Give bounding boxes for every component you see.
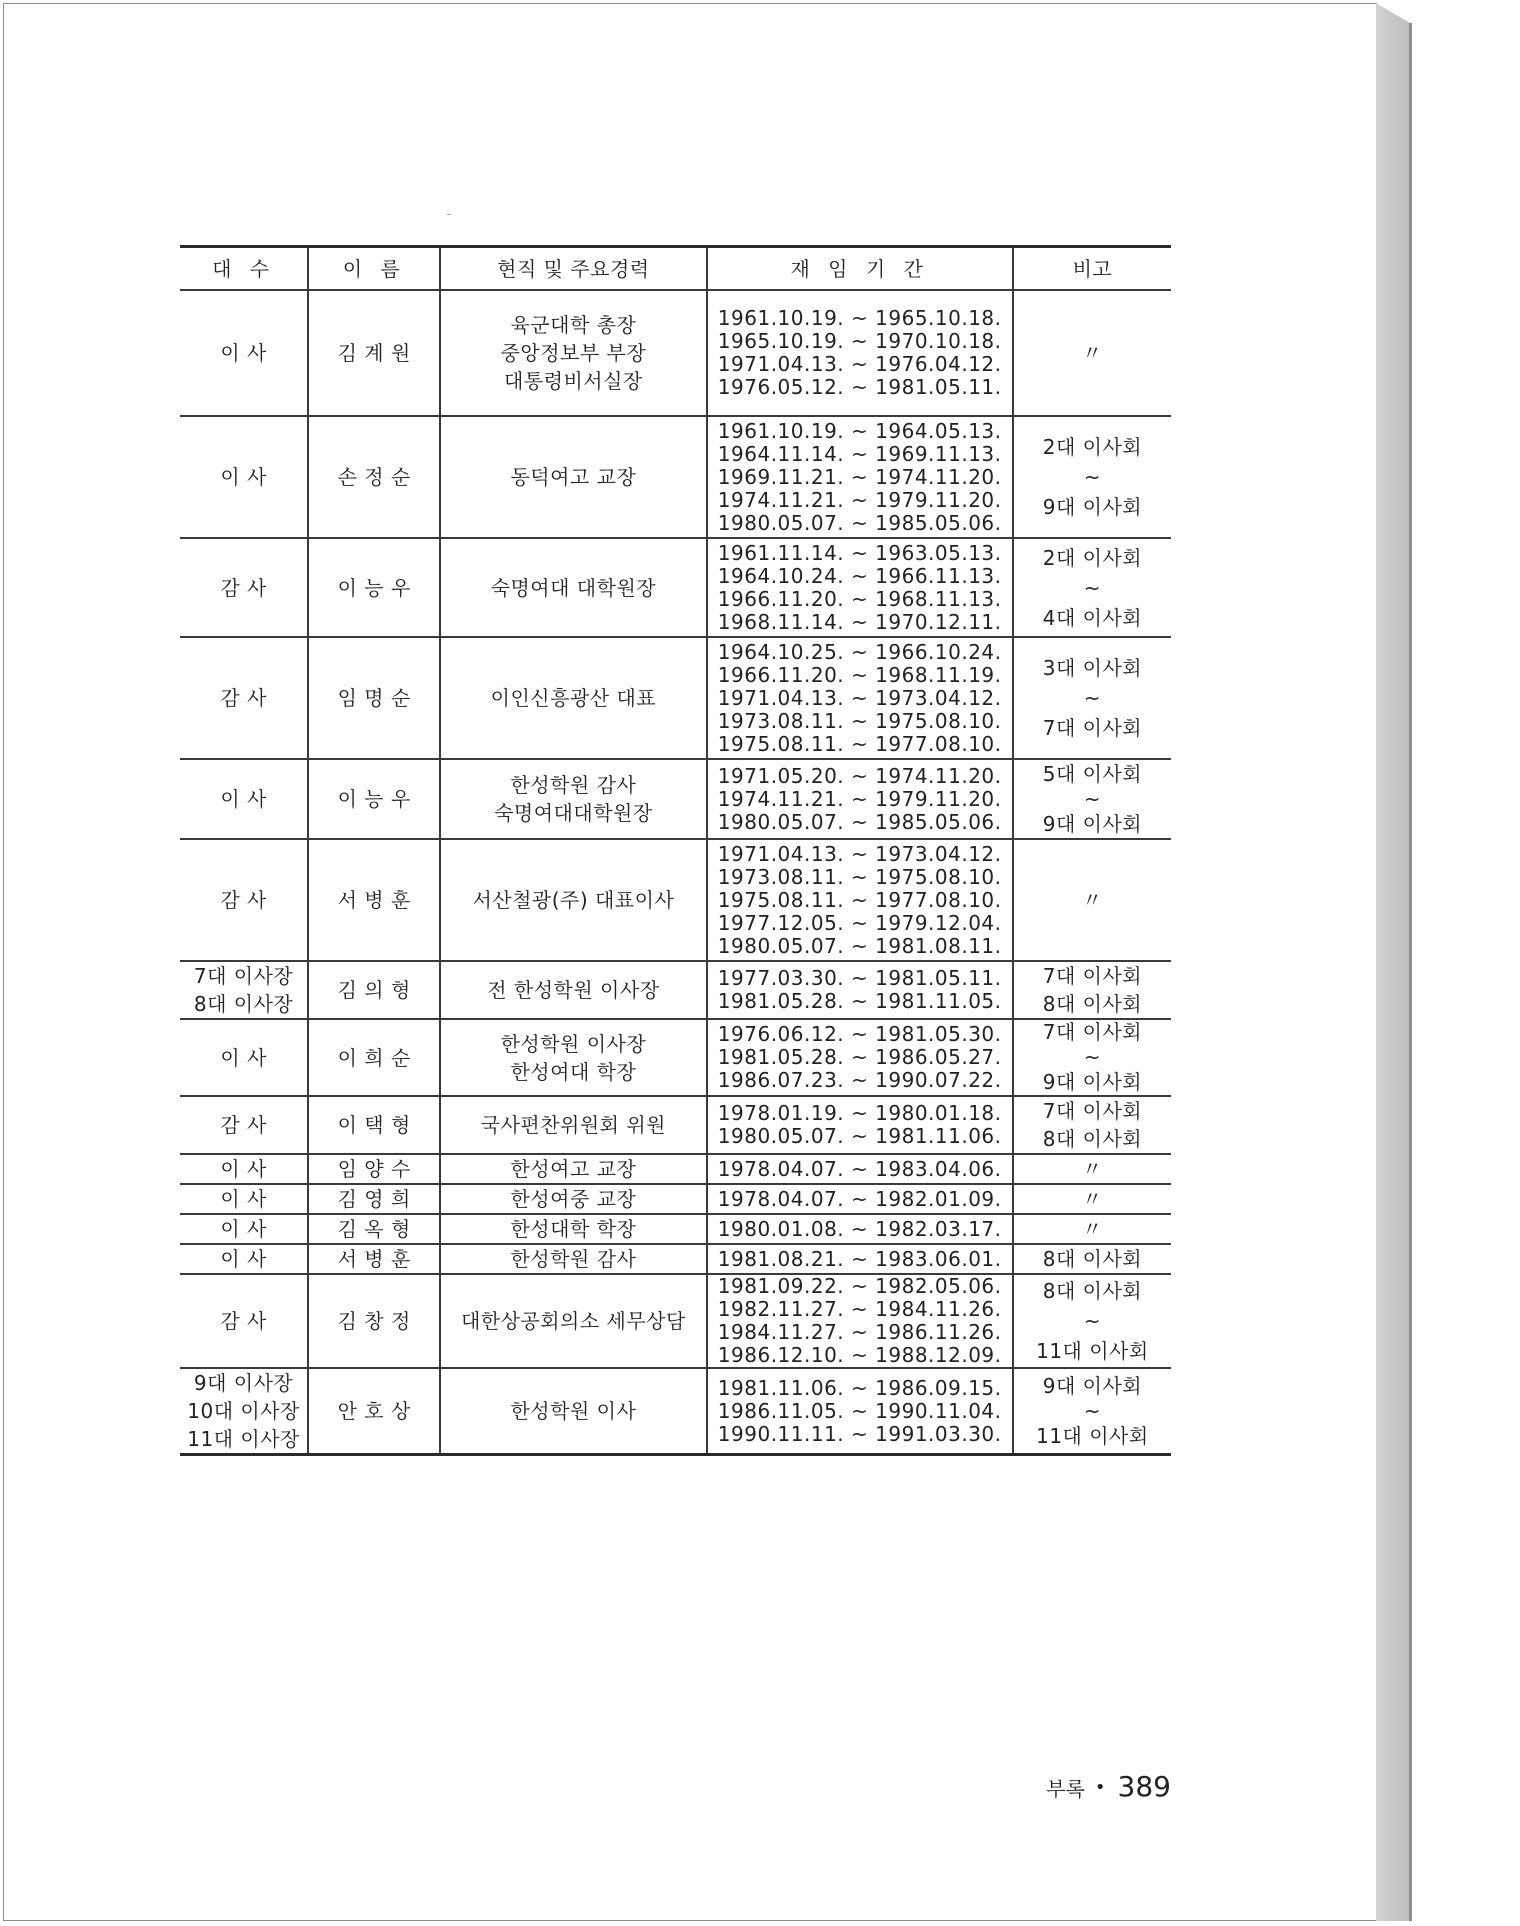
note-text: ~ — [1083, 686, 1102, 710]
name-cell: 이 희 순 — [308, 1019, 440, 1096]
note-text: 8대 이사회 — [1042, 1127, 1143, 1151]
rank-cell — [180, 1368, 308, 1455]
career-line: 한성학원 감사 — [510, 1247, 637, 1271]
note-text: 〃 — [1082, 341, 1103, 365]
note-text: 7대 이사회 — [1042, 1099, 1143, 1123]
rank-text: 이 사 — [220, 341, 267, 365]
rank-cell — [180, 1214, 308, 1244]
table-row — [180, 538, 1171, 637]
header-note: 비고 — [1013, 247, 1171, 291]
term-cell — [707, 1274, 1013, 1368]
note-text: 8대 이사회 — [1042, 992, 1143, 1016]
term-period: 1966.11.20. ~ 1968.11.13. — [717, 586, 1002, 611]
career-line: 동덕여고 교장 — [510, 465, 637, 489]
rank-cell — [180, 416, 308, 538]
rank-text: 10대 이사장 — [187, 1399, 300, 1423]
note-cell — [1013, 1244, 1171, 1274]
rank-text: 8대 이사장 — [193, 992, 294, 1016]
note-text: 11대 이사회 — [1036, 1339, 1149, 1363]
term-period: 1980.05.07. ~ 1981.08.11. — [717, 933, 1002, 958]
term-period: 1965.10.19. ~ 1970.10.18. — [717, 329, 1002, 353]
table-row — [180, 961, 1171, 1019]
term-period: 1971.04.13. ~ 1976.04.12. — [717, 352, 1002, 376]
name-cell: 서 병 훈 — [308, 839, 440, 961]
career-line: 국사편찬위원회 위원 — [480, 1113, 666, 1137]
rank-text: 이 사 — [220, 465, 267, 489]
scan-speck — [447, 214, 451, 215]
career-cell — [440, 1154, 706, 1184]
term-period: 1986.07.23. ~ 1990.07.22. — [717, 1068, 1002, 1092]
career-cell — [440, 839, 706, 961]
page-footer — [1046, 1770, 1171, 1803]
rank-text: 감 사 — [220, 1309, 267, 1333]
term-period: 1981.09.22. ~ 1982.05.06. — [717, 1274, 1002, 1298]
term-period: 1981.05.28. ~ 1986.05.27. — [717, 1045, 1002, 1069]
term-period: 1981.08.21. ~ 1983.06.01. — [717, 1246, 1002, 1271]
name-cell: 김 계 원 — [308, 290, 440, 416]
term-period: 1964.10.24. ~ 1966.11.13. — [717, 563, 1002, 588]
rank-text: 9대 이사장 — [193, 1371, 294, 1395]
name-cell: 안 호 상 — [308, 1368, 440, 1455]
career-line: 숙명여대대학원장 — [494, 801, 653, 825]
name-cell: 김 의 형 — [308, 961, 440, 1019]
career-line: 한성여고 교장 — [510, 1157, 637, 1181]
rank-cell — [180, 637, 308, 759]
career-cell — [440, 961, 706, 1019]
term-cell — [707, 538, 1013, 637]
note-cell — [1013, 1096, 1171, 1154]
note-cell — [1013, 759, 1171, 839]
career-line: 숙명여대 대학원장 — [490, 575, 657, 600]
table-row — [180, 290, 1171, 416]
note-cell — [1013, 290, 1171, 416]
header-rank: 대 수 — [180, 247, 308, 291]
term-period: 1981.05.28. ~ 1981.11.05. — [717, 989, 1002, 1013]
rank-cell — [180, 839, 308, 961]
board-members-table — [180, 245, 1171, 1456]
career-cell — [440, 1184, 706, 1214]
career-line: 한성학원 감사 — [510, 773, 637, 797]
note-text: 8대 이사회 — [1042, 1279, 1143, 1303]
term-period: 1966.11.20. ~ 1968.11.19. — [717, 662, 1002, 687]
career-line: 중앙정보부 부장 — [500, 341, 647, 365]
term-period: 1974.11.21. ~ 1979.11.20. — [717, 487, 1002, 512]
name-cell: 임 양 수 — [308, 1154, 440, 1184]
term-period: 1977.12.05. ~ 1979.12.04. — [717, 910, 1002, 935]
note-text: 11대 이사회 — [1036, 1423, 1149, 1448]
term-period: 1961.10.19. ~ 1964.05.13. — [717, 418, 1002, 443]
term-period: 1980.01.08. ~ 1982.03.17. — [717, 1216, 1002, 1241]
term-period: 1976.05.12. ~ 1981.05.11. — [717, 375, 1002, 399]
career-line: 전 한성학원 이사장 — [487, 978, 660, 1002]
note-cell — [1013, 961, 1171, 1019]
term-cell — [707, 637, 1013, 759]
term-cell — [707, 1154, 1013, 1184]
note-text: 〃 — [1082, 888, 1103, 912]
term-period: 1971.04.13. ~ 1973.04.12. — [717, 841, 1002, 866]
note-cell — [1013, 1184, 1171, 1214]
term-cell — [707, 1368, 1013, 1455]
term-period: 1990.11.11. ~ 1991.03.30. — [717, 1421, 1002, 1446]
career-cell — [440, 1019, 706, 1096]
term-period: 1961.10.19. ~ 1965.10.18. — [717, 306, 1002, 330]
header-term: 재 임 기 간 — [707, 247, 1013, 291]
rank-text: 이 사 — [220, 1217, 267, 1241]
name-cell: 이 능 우 — [308, 538, 440, 637]
note-cell — [1013, 1019, 1171, 1096]
table-row — [180, 1368, 1171, 1455]
term-period: 1974.11.21. ~ 1979.11.20. — [717, 786, 1002, 811]
rank-text: 감 사 — [220, 686, 267, 710]
note-text: ~ — [1083, 1398, 1102, 1423]
rank-cell — [180, 1184, 308, 1214]
career-cell — [440, 538, 706, 637]
header-career: 현직 및 주요경력 — [440, 247, 706, 291]
note-text: 7대 이사회 — [1042, 716, 1143, 740]
note-text: 8대 이사회 — [1042, 1247, 1143, 1271]
name-cell: 서 병 훈 — [308, 1244, 440, 1274]
note-text: ~ — [1083, 1309, 1102, 1333]
note-text: 3대 이사회 — [1042, 656, 1143, 680]
term-period: 1968.11.14. ~ 1970.12.11. — [717, 609, 1002, 634]
career-cell — [440, 1096, 706, 1154]
rank-text: 이 사 — [220, 1187, 267, 1211]
term-period: 1964.10.25. ~ 1966.10.24. — [717, 639, 1002, 664]
note-text: 2대 이사회 — [1042, 545, 1143, 570]
term-period: 1982.11.27. ~ 1984.11.26. — [717, 1297, 1002, 1321]
career-line: 한성여대 학장 — [510, 1059, 637, 1084]
note-text: ~ — [1083, 575, 1102, 600]
note-text: 〃 — [1082, 1217, 1103, 1241]
note-cell — [1013, 1154, 1171, 1184]
note-cell — [1013, 538, 1171, 637]
term-cell — [707, 961, 1013, 1019]
note-cell — [1013, 1274, 1171, 1368]
rank-text: 이 사 — [220, 1247, 267, 1271]
rank-text: 감 사 — [220, 1113, 267, 1137]
term-cell — [707, 1214, 1013, 1244]
note-text: ~ — [1083, 1045, 1102, 1069]
term-period: 1978.04.07. ~ 1982.01.09. — [717, 1186, 1002, 1211]
table-row — [180, 416, 1171, 538]
name-cell: 김 창 정 — [308, 1274, 440, 1368]
note-cell — [1013, 1214, 1171, 1244]
note-text: 5대 이사회 — [1042, 761, 1143, 786]
rank-text: 이 사 — [220, 1045, 267, 1070]
term-period: 1961.11.14. ~ 1963.05.13. — [717, 540, 1002, 565]
table-row — [180, 1019, 1171, 1096]
rank-cell — [180, 1019, 308, 1096]
term-period: 1980.05.07. ~ 1985.05.06. — [717, 809, 1002, 834]
term-period: 1981.11.06. ~ 1986.09.15. — [717, 1375, 1002, 1400]
table-row — [180, 839, 1171, 961]
career-line: 대통령비서실장 — [504, 369, 643, 393]
term-period: 1976.06.12. ~ 1981.05.30. — [717, 1022, 1002, 1046]
term-period: 1964.11.14. ~ 1969.11.13. — [717, 441, 1002, 466]
table-header-row — [180, 247, 1171, 291]
term-period: 1973.08.11. ~ 1975.08.10. — [717, 864, 1002, 889]
term-cell — [707, 1244, 1013, 1274]
rank-cell — [180, 538, 308, 637]
footer-section-label: 부록 — [1046, 1777, 1085, 1801]
note-text: 7대 이사회 — [1042, 964, 1143, 988]
term-period: 1975.08.11. ~ 1977.08.10. — [717, 731, 1002, 756]
term-period: 1980.05.07. ~ 1985.05.06. — [717, 510, 1002, 535]
note-cell — [1013, 637, 1171, 759]
career-line: 한성학원 이사 — [510, 1399, 637, 1423]
note-text: 9대 이사회 — [1042, 1373, 1143, 1398]
table-row — [180, 1214, 1171, 1244]
career-line: 한성대학 학장 — [510, 1217, 637, 1241]
term-period: 1971.05.20. ~ 1974.11.20. — [717, 763, 1002, 788]
rank-cell — [180, 1274, 308, 1368]
table-row — [180, 637, 1171, 759]
rank-text: 감 사 — [220, 888, 267, 912]
footer-bullet: • — [1094, 1777, 1106, 1798]
career-line: 한성학원 이사장 — [500, 1031, 647, 1056]
note-text: 〃 — [1082, 1157, 1103, 1181]
rank-text: 감 사 — [220, 575, 267, 600]
career-line: 육군대학 총장 — [510, 313, 637, 337]
note-text: 9대 이사회 — [1042, 1070, 1143, 1094]
career-line: 한성여중 교장 — [510, 1187, 637, 1211]
career-cell — [440, 759, 706, 839]
rank-text: 이 사 — [220, 787, 267, 811]
career-line: 이인신흥광산 대표 — [490, 686, 657, 710]
rank-cell — [180, 1244, 308, 1274]
rank-text: 7대 이사장 — [193, 964, 294, 988]
career-cell — [440, 1368, 706, 1455]
note-text: 9대 이사회 — [1042, 811, 1143, 836]
term-cell — [707, 1096, 1013, 1154]
term-cell — [707, 759, 1013, 839]
table-row — [180, 1184, 1171, 1214]
term-period: 1980.05.07. ~ 1981.11.06. — [717, 1124, 1002, 1148]
table-row — [180, 1244, 1171, 1274]
note-text: 7대 이사회 — [1042, 1020, 1143, 1044]
rank-cell — [180, 1154, 308, 1184]
note-text: ~ — [1083, 786, 1102, 811]
term-cell — [707, 290, 1013, 416]
term-period: 1978.04.07. ~ 1983.04.06. — [717, 1156, 1002, 1181]
career-cell — [440, 1214, 706, 1244]
term-cell — [707, 839, 1013, 961]
name-cell: 손 정 순 — [308, 416, 440, 538]
career-cell — [440, 290, 706, 416]
table-row — [180, 1154, 1171, 1184]
rank-cell — [180, 759, 308, 839]
term-period: 1986.11.05. ~ 1990.11.04. — [717, 1398, 1002, 1423]
note-cell — [1013, 416, 1171, 538]
note-text: ~ — [1083, 465, 1102, 489]
note-text: 4대 이사회 — [1042, 605, 1143, 630]
term-period: 1971.04.13. ~ 1973.04.12. — [717, 685, 1002, 710]
career-line: 대한상공회의소 세무상담 — [460, 1309, 686, 1333]
rank-text: 11대 이사장 — [187, 1427, 300, 1451]
note-cell — [1013, 1368, 1171, 1455]
term-period: 1969.11.21. ~ 1974.11.20. — [717, 464, 1002, 489]
table-row — [180, 1096, 1171, 1154]
page-edge-line — [1409, 23, 1412, 1921]
term-period: 1975.08.11. ~ 1977.08.10. — [717, 887, 1002, 912]
rank-cell — [180, 290, 308, 416]
rank-text: 이 사 — [220, 1157, 267, 1181]
header-name: 이 름 — [308, 247, 440, 291]
table-body — [180, 290, 1171, 1455]
page-edge-shadow — [1376, 3, 1410, 1921]
name-cell: 이 택 형 — [308, 1096, 440, 1154]
name-cell: 김 영 희 — [308, 1184, 440, 1214]
career-cell — [440, 637, 706, 759]
career-cell — [440, 1244, 706, 1274]
career-cell — [440, 1274, 706, 1368]
term-period: 1978.01.19. ~ 1980.01.18. — [717, 1101, 1002, 1125]
term-cell — [707, 1184, 1013, 1214]
note-text: 9대 이사회 — [1042, 495, 1143, 519]
term-period: 1986.12.10. ~ 1988.12.09. — [717, 1343, 1002, 1367]
career-cell — [440, 416, 706, 538]
term-cell — [707, 1019, 1013, 1096]
note-text: 〃 — [1082, 1187, 1103, 1211]
table-row — [180, 759, 1171, 839]
rank-cell — [180, 961, 308, 1019]
name-cell: 김 옥 형 — [308, 1214, 440, 1244]
career-line: 서산철광(주) 대표이사 — [472, 888, 675, 912]
rank-cell — [180, 1096, 308, 1154]
term-period: 1973.08.11. ~ 1975.08.10. — [717, 708, 1002, 733]
note-cell — [1013, 839, 1171, 961]
term-period: 1977.03.30. ~ 1981.05.11. — [717, 966, 1002, 990]
term-cell — [707, 416, 1013, 538]
table-row — [180, 1274, 1171, 1368]
name-cell: 임 명 순 — [308, 637, 440, 759]
term-period: 1984.11.27. ~ 1986.11.26. — [717, 1320, 1002, 1344]
note-text: 2대 이사회 — [1042, 435, 1143, 459]
name-cell: 이 능 우 — [308, 759, 440, 839]
page-number: 389 — [1117, 1770, 1171, 1803]
